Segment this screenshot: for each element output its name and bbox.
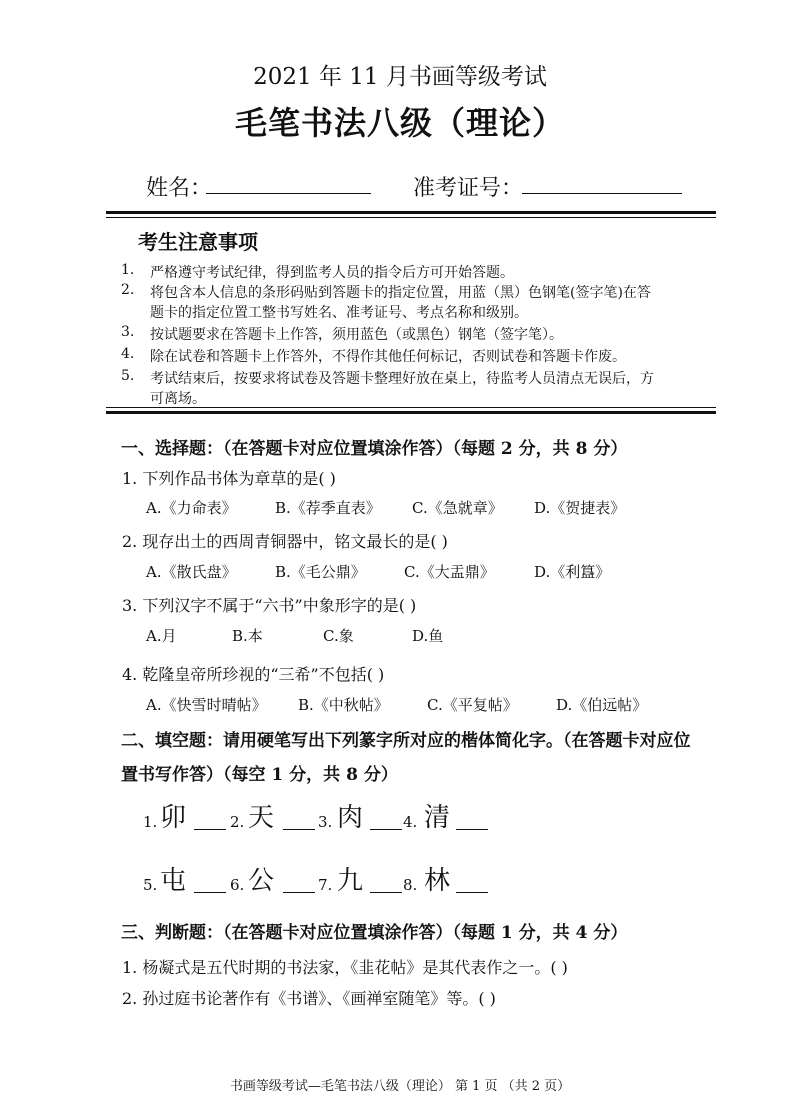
fill-blank-number: 1.: [143, 813, 158, 831]
notice-item-text: 除在试卷和答题卡上作答外，不得作其他任何标记，否则试卷和答题卡作废。: [150, 349, 626, 365]
seal-character: 林: [424, 866, 451, 896]
true-false-item: 1. 杨凝式是五代时期的书法家，《韭花帖》是其代表作之一。( ): [122, 958, 568, 977]
notice-item-text: 严格遵守考试纪律，得到监考人员的指令后方可开始答题。: [150, 265, 514, 281]
option-b: B.《中秋帖》: [298, 696, 389, 714]
fill-blank-number: 3.: [318, 813, 333, 831]
name-field[interactable]: [206, 193, 371, 194]
page-footer: 书画等级考试—毛笔书法八级（理论） 第 1 页 （共 2 页）: [229, 1079, 571, 1094]
fill-blank[interactable]: [194, 892, 226, 893]
seal-character: 九: [337, 866, 364, 896]
question-text: 2. 现存出土的西周青铜器中，铭文最长的是( ): [122, 532, 448, 551]
fill-blank[interactable]: [456, 829, 488, 830]
option-c: C.《平复帖》: [427, 696, 518, 714]
fill-blank-number: 8.: [403, 876, 418, 894]
option-d: D.《伯远帖》: [556, 696, 648, 714]
question-text: 4. 乾隆皇帝所珍视的“三希”不包括( ): [122, 665, 385, 684]
divider-bottom-thin: [106, 407, 716, 408]
option-b: B.《毛公鼎》: [275, 563, 366, 581]
fill-blank-number: 5.: [143, 876, 158, 894]
option-d: D.《利簋》: [534, 563, 611, 581]
divider-top-thin: [106, 217, 716, 218]
notice-item-num: 5.: [121, 368, 135, 384]
option-c: C.《急就章》: [412, 499, 503, 517]
section3-heading: 三、判断题：（在答题卡对应位置填涂作答）（每题 1 分，共 4 分）: [121, 923, 628, 943]
section2-heading: 二、填空题：请用硬笔写出下列篆字所对应的楷体简化字。（在答题卡对应位: [121, 731, 691, 751]
exam-subtitle: 2021 年 11 月书画等级考试: [253, 64, 547, 90]
notice-item-num: 2.: [121, 282, 135, 298]
notice-heading: 考生注意事项: [138, 230, 258, 254]
fill-blank-number: 2.: [230, 813, 245, 831]
question-text: 3. 下列汉字不属于“六书”中象形字的是( ): [122, 596, 417, 615]
option-a: A.月: [146, 627, 177, 645]
notice-item-text: 题卡的指定位置工整书写姓名、准考证号、考点名称和级别。: [150, 305, 528, 321]
option-b: B.《荐季直表》: [275, 499, 381, 517]
fill-blank[interactable]: [370, 892, 402, 893]
seal-character: 肉: [337, 803, 364, 833]
fill-blank-number: 7.: [318, 876, 333, 894]
exam-title: 毛笔书法八级（理论）: [234, 104, 565, 142]
option-c: C.象: [323, 627, 354, 645]
option-a: A.《散氏盘》: [146, 563, 237, 581]
section1-heading: 一、选择题：（在答题卡对应位置填涂作答）（每题 2 分，共 8 分）: [121, 439, 628, 459]
notice-item-text: 将包含本人信息的条形码贴到答题卡的指定位置，用蓝（黑）色钢笔(签字笔)在答: [150, 285, 651, 301]
notice-item-text: 考试结束后，按要求将试卷及答题卡整理好放在桌上，待监考人员清点无误后，方: [150, 371, 654, 387]
option-a: A.《力命表》: [146, 499, 237, 517]
notice-item-num: 1.: [121, 262, 135, 278]
notice-item-text: 按试题要求在答题卡上作答，须用蓝色（或黑色）钢笔（签字笔）。: [150, 327, 563, 343]
divider-bottom-thick: [106, 411, 716, 414]
option-a: A.《快雪时晴帖》: [146, 696, 267, 714]
fill-blank[interactable]: [283, 829, 315, 830]
seal-character: 卯: [160, 803, 187, 833]
fill-blank-number: 4.: [403, 813, 418, 831]
seal-character: 公: [248, 866, 275, 896]
option-d: D.《贺捷表》: [534, 499, 626, 517]
fill-blank[interactable]: [283, 892, 315, 893]
notice-item-num: 4.: [121, 346, 135, 362]
fill-blank[interactable]: [370, 829, 402, 830]
fill-blank[interactable]: [456, 892, 488, 893]
seal-character: 清: [424, 803, 451, 833]
option-d: D.鱼: [412, 627, 444, 645]
option-c: C.《大盂鼎》: [404, 563, 495, 581]
exam-id-field[interactable]: [522, 193, 682, 194]
name-label: 姓名：: [146, 176, 213, 201]
question-text: 1. 下列作品书体为章草的是( ): [122, 469, 336, 488]
section2-heading-cont: 置书写作答）（每空 1 分，共 8 分）: [121, 765, 398, 785]
divider-top-thick: [106, 211, 716, 214]
fill-blank-number: 6.: [230, 876, 245, 894]
fill-blank[interactable]: [194, 829, 226, 830]
option-b: B.本: [232, 627, 263, 645]
seal-character: 屯: [160, 866, 187, 896]
exam-id-label: 准考证号：: [413, 176, 524, 201]
true-false-item: 2. 孙过庭书论著作有《书谱》、《画禅室随笔》等。( ): [122, 989, 496, 1008]
notice-item-num: 3.: [121, 324, 135, 340]
seal-character: 天: [248, 803, 275, 833]
notice-item-text: 可离场。: [150, 391, 206, 407]
